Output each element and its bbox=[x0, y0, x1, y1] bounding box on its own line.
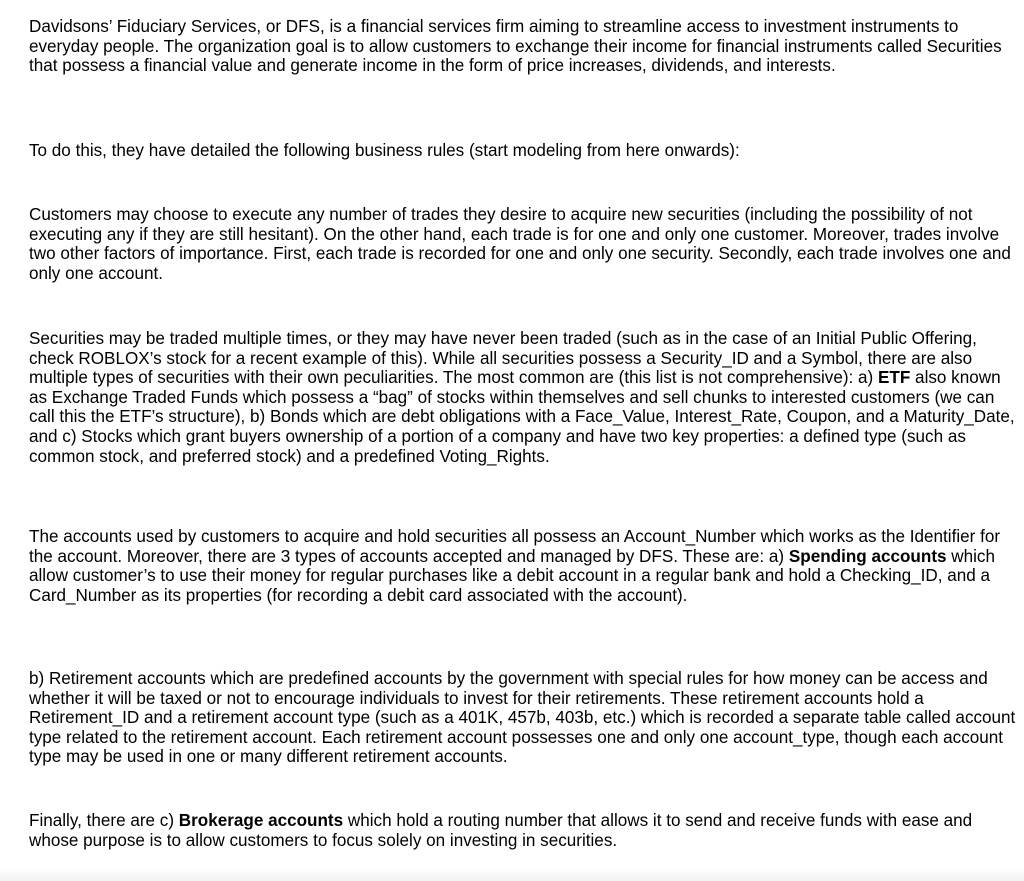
business-rules-intro: To do this, they have detailed the following business rules (start modeling from here onwards): bbox=[29, 141, 740, 160]
trades-paragraph: Customers may choose to execute any number of trades they desire to acquire new securities (including the possibility of not executing any if they are still hesitant). On the other hand, each trade is for one and only one customer. Moreover, trades involve two other factors of importance. First, each trade is recorded for one and only one security. Secondly, each trade involves one and only one account. bbox=[29, 205, 1011, 283]
spending-accounts-term: Spending accounts bbox=[788, 546, 947, 566]
etf-term: ETF bbox=[878, 368, 911, 388]
brokerage-accounts-paragraph bbox=[29, 811, 1019, 850]
retirement-accounts-paragraph: b) Retirement accounts which are predefined accounts by the government with special rules for how money can be access and whether it will be taxed or not to encourage individuals to invest for their retirements. These retirement accounts hold a Retirement_ID and a retirement account type (such as a 401K, 457b, 403b, etc.) which is recorded a separate table called account type related to the retirement account. Each retirement account possesses one and only one account_type, though each account type may be used in one or many different retirement accounts. bbox=[29, 669, 1016, 767]
securities-paragraph bbox=[29, 329, 1019, 466]
accounts-text-after: which allow customer’s to use their money for regular purchases like a debit account in a regular bank and hold a Checking_ID, and a Card_Number as its properties (for recording a debit card associated with the account). bbox=[29, 546, 995, 605]
accounts-paragraph bbox=[29, 527, 1019, 605]
accounts-text-before: The accounts used by customers to acquire and hold securities all possess an Account_Number which works as the Identifier for the account. Moreover, there are 3 types of accounts accepted and managed by DFS. These are: a) bbox=[29, 527, 1001, 566]
bottom-edge-shade bbox=[0, 867, 1024, 881]
intro-paragraph: Davidsons’ Fiduciary Services, or DFS, is a financial services firm aiming to streamline access to investment instruments to everyday people. The organization goal is to allow customers to exchange their income for financial instruments called Securities that possess a financial value and generate income in the form of price increases, dividends, and interests. bbox=[29, 17, 1002, 76]
brokerage-accounts-term: Brokerage accounts bbox=[178, 811, 344, 830]
brokerage-text-after: which hold a routing number that allows it to send and receive funds with ease and whose purpose is to allow customers to focus solely on investing in securities. bbox=[29, 811, 973, 850]
securities-text-before: Securities may be traded multiple times, or they may have never been traded (such as in the case of an Initial Public Offering, check ROBLOX’s stock for a recent example of this). While all securities possess a Security_ID and a Symbol, there are also multiple types of securities with their own peculiarities. The most common are (this list is not comprehensive): a) bbox=[29, 329, 977, 388]
securities-text-after: also known as Exchange Traded Funds which possess a “bag” of stocks within themselves and sell chunks to interested customers (we can call this the ETF’s structure), b) Bonds which are debt obligations with a Face_Value, Interest_Rate, Coupon, and a Maturity_Date, and c) Stocks which grant buyers ownership of a portion of a company and have two key properties: a defined type (such as common stock, and preferred stock) and a predefined Voting_Rights. bbox=[29, 368, 1015, 466]
brokerage-text-before: Finally, there are c) bbox=[29, 811, 179, 830]
